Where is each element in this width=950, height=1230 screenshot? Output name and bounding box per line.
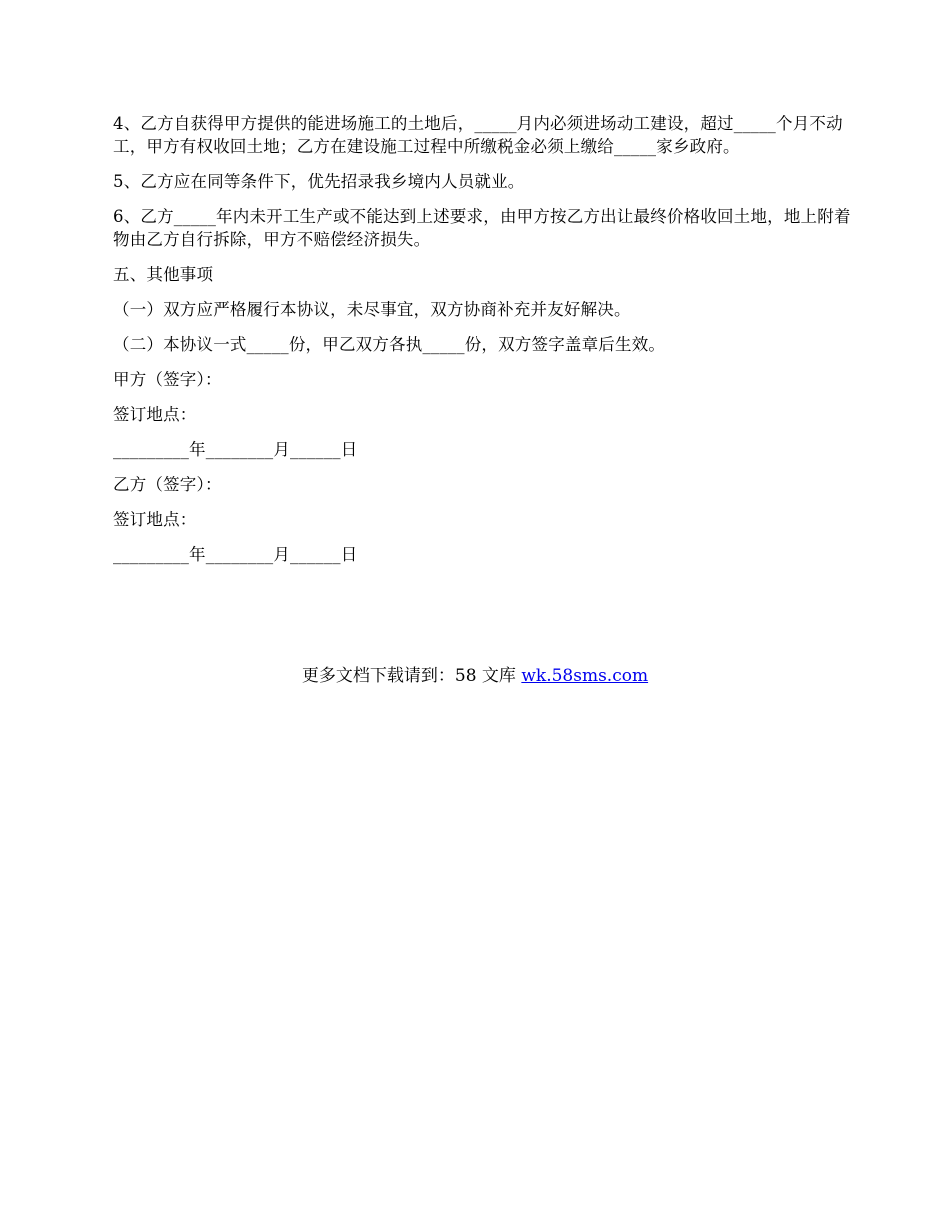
section-heading-other-matters: 五、其他事项: [113, 265, 214, 284]
footer: [0, 664, 950, 688]
party-b-sign-location: 签订地点：: [113, 510, 197, 529]
party-a-sign-location: 签订地点：: [113, 405, 197, 424]
footer-link[interactable]: wk.58sms.com: [521, 666, 649, 686]
item-1: （一）双方应严格履行本协议，未尽事宜，双方协商补充并友好解决。: [113, 300, 631, 319]
clause-5: 5、乙方应在同等条件下，优先招录我乡境内人员就业。: [113, 172, 525, 191]
clause-6: 6、乙方_____年内未开工生产或不能达到上述要求，由甲方按乙方出让最终价格收回土地，地上附着物由乙方自行拆除，甲方不赔偿经济损失。: [113, 207, 851, 249]
party-b-signature: 乙方（签字）：: [113, 475, 222, 494]
party-a-date: _________年________月______日: [113, 440, 358, 459]
party-b-date: _________年________月______日: [113, 545, 358, 564]
document-body: [113, 112, 853, 578]
footer-prefix: 更多文档下载请到：58 文库: [301, 666, 522, 686]
item-2: （二）本协议一式_____份，甲乙双方各执_____份，双方签字盖章后生效。: [113, 335, 666, 354]
party-a-signature: 甲方（签字）：: [113, 370, 222, 389]
clause-4: 4、乙方自获得甲方提供的能进场施工的土地后，_____月内必须进场动工建设，超过_____个月不动工，甲方有权收回土地；乙方在建设施工过程中所缴税金必须上缴给_____家乡政府。: [113, 114, 843, 156]
